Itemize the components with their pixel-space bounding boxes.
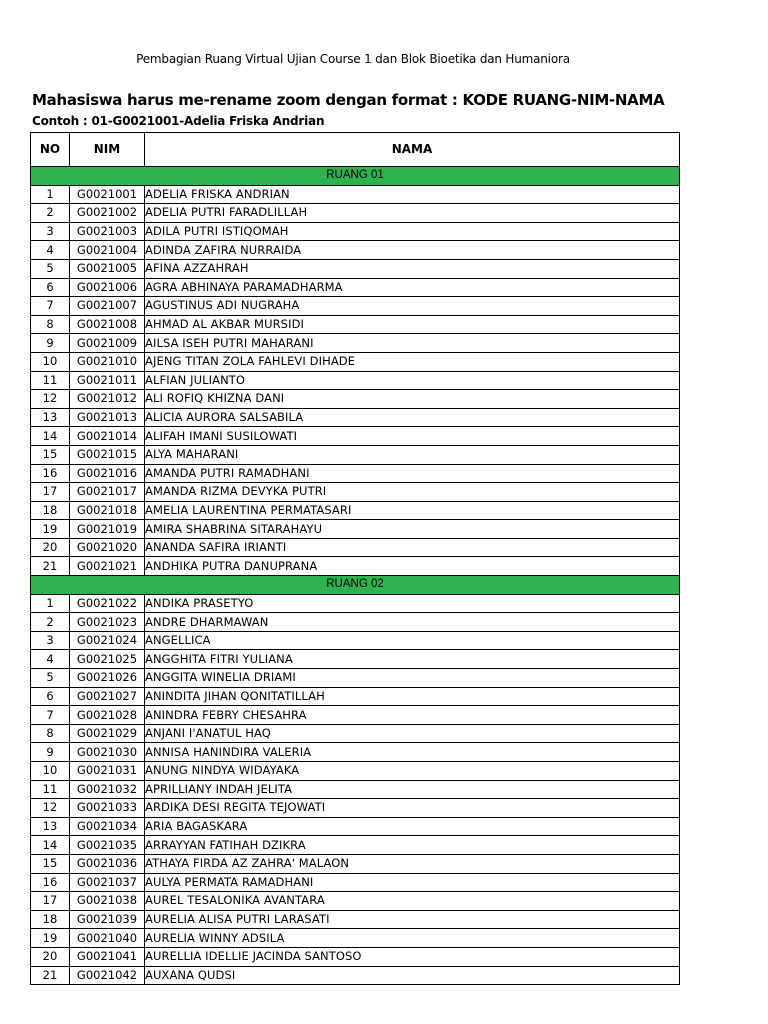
cell-nim: G0021011 xyxy=(70,371,145,390)
cell-nama: ALI ROFIQ KHIZNA DANI xyxy=(145,390,680,409)
table-row xyxy=(31,892,680,911)
cell-nim: G0021030 xyxy=(70,743,145,762)
cell-no: 20 xyxy=(31,947,70,966)
table-body xyxy=(31,167,680,985)
cell-nama: AHMAD AL AKBAR MURSIDI xyxy=(145,315,680,334)
table-row xyxy=(31,966,680,985)
table-row xyxy=(31,706,680,725)
header-no: NO xyxy=(31,133,70,167)
table-row xyxy=(31,650,680,669)
document-title: Pembagian Ruang Virtual Ujian Course 1 dan Blok Bioetika dan Humaniora xyxy=(136,52,570,66)
cell-nim: G0021004 xyxy=(70,241,145,260)
cell-nim: G0021007 xyxy=(70,297,145,316)
cell-nama: ANDIKA PRASETYO xyxy=(145,594,680,613)
cell-nim: G0021027 xyxy=(70,687,145,706)
cell-no: 15 xyxy=(31,445,70,464)
cell-nim: G0021001 xyxy=(70,185,145,204)
cell-no: 11 xyxy=(31,780,70,799)
cell-nama: AMIRA SHABRINA SITARAHAYU xyxy=(145,520,680,539)
cell-nim: G0021037 xyxy=(70,873,145,892)
cell-no: 20 xyxy=(31,538,70,557)
cell-nama: AMANDA PUTRI RAMADHANI xyxy=(145,464,680,483)
table-row xyxy=(31,780,680,799)
cell-no: 17 xyxy=(31,483,70,502)
cell-no: 4 xyxy=(31,241,70,260)
cell-no: 7 xyxy=(31,297,70,316)
room-assignment-table xyxy=(30,132,680,985)
cell-nama: ANINDRA FEBRY CHESAHRA xyxy=(145,706,680,725)
header-nim: NIM xyxy=(70,133,145,167)
cell-nim: G0021009 xyxy=(70,334,145,353)
table-row xyxy=(31,799,680,818)
cell-nim: G0021038 xyxy=(70,892,145,911)
cell-nama: APRILLIANY INDAH JELITA xyxy=(145,780,680,799)
cell-nim: G0021035 xyxy=(70,836,145,855)
cell-nim: G0021008 xyxy=(70,315,145,334)
cell-nim: G0021042 xyxy=(70,966,145,985)
cell-no: 9 xyxy=(31,334,70,353)
cell-no: 12 xyxy=(31,390,70,409)
table-row xyxy=(31,427,680,446)
table-row xyxy=(31,947,680,966)
cell-no: 15 xyxy=(31,854,70,873)
table-row xyxy=(31,631,680,650)
cell-nim: G0021005 xyxy=(70,259,145,278)
cell-nama: AULYA PERMATA RAMADHANI xyxy=(145,873,680,892)
cell-no: 18 xyxy=(31,501,70,520)
table-row xyxy=(31,594,680,613)
cell-nama: AMELIA LAURENTINA PERMATASARI xyxy=(145,501,680,520)
table-row xyxy=(31,743,680,762)
cell-nim: G0021025 xyxy=(70,650,145,669)
cell-nim: G0021022 xyxy=(70,594,145,613)
cell-nim: G0021002 xyxy=(70,204,145,223)
cell-nim: G0021010 xyxy=(70,352,145,371)
cell-no: 21 xyxy=(31,557,70,576)
cell-no: 18 xyxy=(31,910,70,929)
cell-no: 3 xyxy=(31,222,70,241)
cell-no: 5 xyxy=(31,669,70,688)
table-row xyxy=(31,557,680,576)
cell-nama: AURELLIA IDELLIE JACINDA SANTOSO xyxy=(145,947,680,966)
room-header-row xyxy=(31,167,680,186)
cell-nim: G0021014 xyxy=(70,427,145,446)
table-row xyxy=(31,241,680,260)
table-row xyxy=(31,315,680,334)
table-row xyxy=(31,371,680,390)
cell-nama: ARDIKA DESI REGITA TEJOWATI xyxy=(145,799,680,818)
table-row xyxy=(31,910,680,929)
cell-no: 19 xyxy=(31,520,70,539)
rename-example: Contoh : 01-G0021001-Adelia Friska Andrian xyxy=(32,114,325,128)
table-header-row xyxy=(31,133,680,167)
cell-no: 16 xyxy=(31,873,70,892)
cell-no: 6 xyxy=(31,687,70,706)
cell-no: 5 xyxy=(31,259,70,278)
cell-nama: ANGELLICA xyxy=(145,631,680,650)
cell-nama: ADINDA ZAFIRA NURRAIDA xyxy=(145,241,680,260)
cell-no: 1 xyxy=(31,594,70,613)
cell-nim: G0021024 xyxy=(70,631,145,650)
cell-nama: ADELIA FRISKA ANDRIAN xyxy=(145,185,680,204)
cell-nim: G0021017 xyxy=(70,483,145,502)
cell-nim: G0021003 xyxy=(70,222,145,241)
cell-nama: ANUNG NINDYA WIDAYAKA xyxy=(145,762,680,781)
cell-no: 2 xyxy=(31,613,70,632)
cell-nama: ANJANI I'ANATUL HAQ xyxy=(145,724,680,743)
cell-nama: AURELIA WINNY ADSILA xyxy=(145,929,680,948)
cell-no: 10 xyxy=(31,352,70,371)
table-row xyxy=(31,464,680,483)
cell-nama: AURELIA ALISA PUTRI LARASATI xyxy=(145,910,680,929)
cell-nama: ANANDA SAFIRA IRIANTI xyxy=(145,538,680,557)
cell-nama: ANGGHITA FITRI YULIANA xyxy=(145,650,680,669)
table-row xyxy=(31,724,680,743)
cell-nama: AUREL TESALONIKA AVANTARA xyxy=(145,892,680,911)
room-label: RUANG 01 xyxy=(31,167,680,186)
cell-nim: G0021032 xyxy=(70,780,145,799)
cell-no: 14 xyxy=(31,427,70,446)
cell-nim: G0021033 xyxy=(70,799,145,818)
cell-nama: AUXANA QUDSI xyxy=(145,966,680,985)
cell-no: 13 xyxy=(31,817,70,836)
cell-no: 8 xyxy=(31,724,70,743)
table-row xyxy=(31,613,680,632)
table-row xyxy=(31,854,680,873)
cell-no: 1 xyxy=(31,185,70,204)
cell-no: 17 xyxy=(31,892,70,911)
cell-nim: G0021031 xyxy=(70,762,145,781)
table-row xyxy=(31,390,680,409)
room-label: RUANG 02 xyxy=(31,576,680,595)
cell-nim: G0021012 xyxy=(70,390,145,409)
cell-no: 6 xyxy=(31,278,70,297)
cell-nama: ANNISA HANINDIRA VALERIA xyxy=(145,743,680,762)
cell-no: 2 xyxy=(31,204,70,223)
cell-no: 19 xyxy=(31,929,70,948)
cell-nama: ANGGITA WINELIA DRIAMI xyxy=(145,669,680,688)
table-row xyxy=(31,762,680,781)
table-row xyxy=(31,278,680,297)
cell-no: 13 xyxy=(31,408,70,427)
cell-nim: G0021036 xyxy=(70,854,145,873)
cell-nama: AGUSTINUS ADI NUGRAHA xyxy=(145,297,680,316)
cell-nim: G0021023 xyxy=(70,613,145,632)
cell-nama: AGRA ABHINAYA PARAMADHARMA xyxy=(145,278,680,297)
cell-nama: ALIFAH IMANI SUSILOWATI xyxy=(145,427,680,446)
cell-nama: ALFIAN JULIANTO xyxy=(145,371,680,390)
table-row xyxy=(31,222,680,241)
table-row xyxy=(31,204,680,223)
cell-nim: G0021015 xyxy=(70,445,145,464)
header-nama: NAMA xyxy=(145,133,680,167)
cell-nim: G0021026 xyxy=(70,669,145,688)
cell-nama: ALICIA AURORA SALSABILA xyxy=(145,408,680,427)
cell-nim: G0021029 xyxy=(70,724,145,743)
table-row xyxy=(31,669,680,688)
table-row xyxy=(31,352,680,371)
cell-nim: G0021034 xyxy=(70,817,145,836)
cell-nama: ATHAYA FIRDA AZ ZAHRA' MALAON xyxy=(145,854,680,873)
cell-nama: ADELIA PUTRI FARADLILLAH xyxy=(145,204,680,223)
cell-nama: ADILA PUTRI ISTIQOMAH xyxy=(145,222,680,241)
cell-nim: G0021018 xyxy=(70,501,145,520)
cell-nim: G0021041 xyxy=(70,947,145,966)
cell-nama: AFINA AZZAHRAH xyxy=(145,259,680,278)
cell-nama: AMANDA RIZMA DEVYKA PUTRI xyxy=(145,483,680,502)
cell-nama: ANDRE DHARMAWAN xyxy=(145,613,680,632)
room-header-row xyxy=(31,576,680,595)
cell-no: 7 xyxy=(31,706,70,725)
table-row xyxy=(31,501,680,520)
cell-nama: ARRAYYAN FATIHAH DZIKRA xyxy=(145,836,680,855)
cell-no: 8 xyxy=(31,315,70,334)
cell-no: 12 xyxy=(31,799,70,818)
table-row xyxy=(31,836,680,855)
cell-nim: G0021013 xyxy=(70,408,145,427)
rename-instruction: Mahasiswa harus me-rename zoom dengan format : KODE RUANG-NIM-NAMA xyxy=(32,91,665,109)
table-row xyxy=(31,259,680,278)
cell-nim: G0021016 xyxy=(70,464,145,483)
table-row xyxy=(31,334,680,353)
table-row xyxy=(31,538,680,557)
table-row xyxy=(31,687,680,706)
cell-no: 9 xyxy=(31,743,70,762)
table-row xyxy=(31,929,680,948)
table-row xyxy=(31,817,680,836)
table-row xyxy=(31,483,680,502)
cell-nama: AJENG TITAN ZOLA FAHLEVI DIHADE xyxy=(145,352,680,371)
cell-nama: AILSA ISEH PUTRI MAHARANI xyxy=(145,334,680,353)
cell-nim: G0021040 xyxy=(70,929,145,948)
cell-nama: ANINDITA JIHAN QONITATILLAH xyxy=(145,687,680,706)
cell-nim: G0021006 xyxy=(70,278,145,297)
cell-no: 21 xyxy=(31,966,70,985)
cell-no: 10 xyxy=(31,762,70,781)
table-row xyxy=(31,408,680,427)
table-row xyxy=(31,445,680,464)
cell-no: 11 xyxy=(31,371,70,390)
cell-nim: G0021028 xyxy=(70,706,145,725)
table-row xyxy=(31,520,680,539)
cell-nama: ARIA BAGASKARA xyxy=(145,817,680,836)
table-row xyxy=(31,873,680,892)
cell-nim: G0021039 xyxy=(70,910,145,929)
cell-no: 3 xyxy=(31,631,70,650)
cell-nim: G0021019 xyxy=(70,520,145,539)
cell-nama: ANDHIKA PUTRA DANUPRANA xyxy=(145,557,680,576)
table-row xyxy=(31,297,680,316)
cell-no: 4 xyxy=(31,650,70,669)
table-row xyxy=(31,185,680,204)
cell-nama: ALYA MAHARANI xyxy=(145,445,680,464)
cell-no: 16 xyxy=(31,464,70,483)
cell-nim: G0021021 xyxy=(70,557,145,576)
cell-nim: G0021020 xyxy=(70,538,145,557)
cell-no: 14 xyxy=(31,836,70,855)
